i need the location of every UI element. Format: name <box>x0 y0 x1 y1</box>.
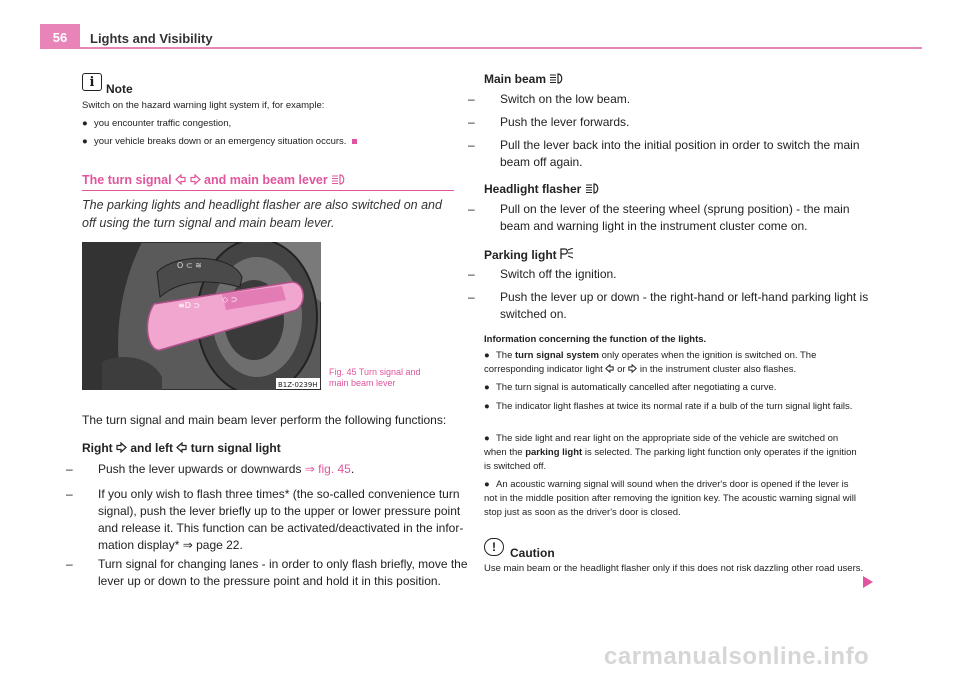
main-beam-head: Main beam <box>484 71 565 88</box>
section-title: The turn signal and main beam lever <box>82 173 347 187</box>
step: – Push the lever up or down - the right-hand or left-hand parking light is switched on. <box>468 290 869 321</box>
main-beam-icon <box>585 183 601 194</box>
turn-right-icon <box>116 442 127 453</box>
chapter-title: Lights and Visibility <box>90 31 213 46</box>
figure-image <box>82 242 321 390</box>
turn-right-icon <box>628 364 637 373</box>
turn-left-icon <box>605 364 614 373</box>
step: – If you only wish to flash three times* (the so-called convenience turn signal), push the lever briefly up to the upper or lower pressure point and release it. This function can be activated/deactivated in the infor- mation display* ⇒ page 22. <box>66 487 464 552</box>
note-intro: Switch on the hazard warning light system if, for example: <box>82 100 325 111</box>
caution-title: Caution <box>510 546 555 560</box>
note-item: ● your vehicle breaks down or an emergency situation occurs. <box>82 135 462 149</box>
step: – Pull the lever back into the initial position in order to switch the main beam off again. <box>468 138 860 169</box>
figure-caption <box>329 367 421 389</box>
page-number: 56 <box>52 30 68 45</box>
note-item: ● you encounter traffic congestion, <box>82 118 232 129</box>
svg-text:O ⊂ ≋: O ⊂ ≋ <box>177 261 202 270</box>
turn-right-icon <box>190 174 201 185</box>
watermark: carmanualsonline.info <box>604 643 870 670</box>
parking-light-icon <box>560 248 574 260</box>
figure-link[interactable]: ⇒ fig. 45 <box>304 462 351 476</box>
note-title: Note <box>106 82 133 96</box>
info-item: ● The side light and rear light on the appropriate side of the vehicle are switched on when the parking light is selected. The parking light function only operates if the ignition is switched off. <box>484 433 857 472</box>
step: – Turn signal for changing lanes - in order to only flash briefly, move the lever up or down to the pressure point and hold it in this position. <box>66 557 468 588</box>
info-item: ● An acoustic warning signal will sound when the driver's door is opened if the lever is not in the middle position after removing the ignition key. The acoustic warning signal will stop just as soon as the driver's door is closed. <box>484 479 856 518</box>
parking-head: Parking light <box>484 247 574 264</box>
turn-left-icon <box>176 442 187 453</box>
figure-id: B1Z-0239H <box>278 381 318 389</box>
caption-line: Fig. 45 Turn signal and <box>329 367 421 377</box>
section-lead: The parking lights and headlight flasher are also switched on and off using the turn signal and main beam lever. <box>82 198 442 230</box>
svg-text:◇ ⊃: ◇ ⊃ <box>222 295 238 304</box>
info-item: ● The indicator light flashes at twice its normal rate if a bulb of the turn signal light fails. <box>484 401 853 412</box>
note-icon: i <box>82 73 102 91</box>
info-item: ● The turn signal is automatically cancelled after negotiating a curve. <box>484 382 777 393</box>
svg-text:≡D ⊃: ≡D ⊃ <box>178 301 201 310</box>
turn-signal-subhead: Right and left turn signal light <box>82 441 281 455</box>
main-beam-icon <box>331 174 347 185</box>
info-item: ● The turn signal system only operates when the ignition is switched on. The corresponding indicator light or in the instrument cluster also flashes. <box>484 350 817 375</box>
step: – Switch off the ignition. <box>468 267 617 281</box>
end-marker <box>352 139 357 144</box>
caption-line: main beam lever <box>329 378 396 388</box>
info-head: Information concerning the function of the lights. <box>484 334 707 345</box>
step: – Push the lever forwards. <box>468 115 630 129</box>
next-page-arrow-icon[interactable] <box>862 575 874 589</box>
caution-icon: ! <box>484 538 504 556</box>
step: – Push the lever upwards or downwards ⇒ fig. 45. <box>66 462 355 476</box>
turn-left-icon <box>175 174 186 185</box>
caution-text: Use main beam or the headlight flasher only if this does not risk dazzling other road users. <box>484 563 864 574</box>
header-rule <box>40 47 922 49</box>
turn-signal-lever-illustration <box>82 242 321 390</box>
main-beam-icon <box>549 73 565 84</box>
section-rule <box>82 190 454 191</box>
step: – Switch on the low beam. <box>468 92 631 106</box>
flasher-head: Headlight flasher <box>484 181 601 198</box>
functions-intro: The turn signal and main beam lever perform the following functions: <box>82 413 447 427</box>
step: – Pull on the lever of the steering wheel (sprung position) - the main beam and warning light in the instrument cluster come on. <box>468 202 850 233</box>
